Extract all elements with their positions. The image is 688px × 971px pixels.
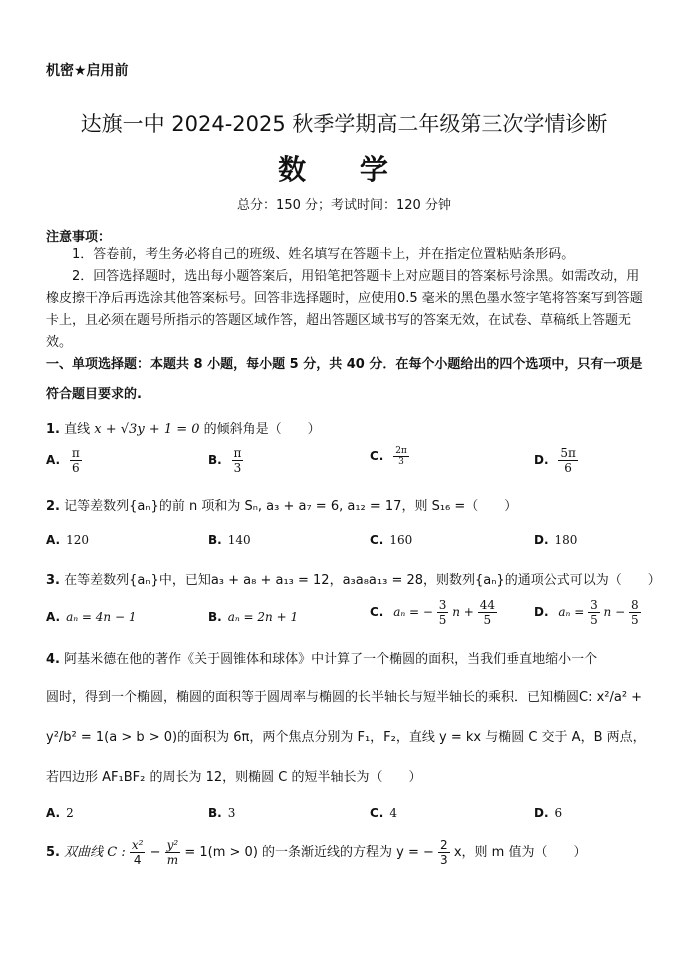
option-label: B.: [208, 806, 222, 820]
expr-part: aₙ =: [558, 605, 585, 619]
option-text: 2: [66, 806, 74, 820]
fraction: [70, 446, 82, 475]
stem-text: 记等差数列{aₙ}的前 n 项和为 Sₙ, a₃ + a₇ = 6, a₁₂ = 17，则 S₁₆ =（ ）: [64, 499, 518, 514]
expr-part: n −: [603, 605, 626, 619]
denominator: 3: [440, 853, 448, 867]
stem-text: 直线: [64, 422, 91, 437]
numerator: 44: [479, 598, 495, 612]
exam-title: 达旗一中 2024-2025 秋季学期高二年级第三次学情诊断: [80, 112, 608, 136]
option-label: D.: [534, 605, 549, 619]
option-label: A.: [46, 610, 61, 624]
question-number: 3.: [46, 573, 60, 588]
expr-part: = 1(m > 0) 的一条渐近线的方程为 y = −: [184, 845, 434, 860]
q3-option-b: [208, 610, 298, 624]
option-text: 180: [554, 533, 578, 547]
fraction: [232, 446, 244, 475]
stem-text: 在等差数列{aₙ}中，已知a₃ + a₈ + a₁₃ = 12，a₃a₈a₁₃ = 28，则数列{aₙ}的通项公式可以为（ ）: [64, 573, 661, 588]
option-label: D.: [534, 453, 549, 467]
option-label: D.: [534, 533, 549, 547]
section-heading: 一、单项选择题：本题共 8 小题，每小题 5 分，共 40 分．在每个小题给出的四个选项中，只有一项是符合题目要求的.: [46, 357, 643, 402]
question-1-stem: [46, 418, 646, 437]
denominator: 5: [438, 613, 447, 627]
option-text: 6: [554, 806, 563, 820]
question-5-stem: [46, 838, 646, 867]
question-number: 1.: [46, 422, 60, 437]
fraction: [629, 598, 641, 627]
numerator: 3: [590, 598, 598, 612]
q4-option-a: [46, 806, 74, 820]
numerator: y²: [166, 838, 179, 852]
subject-title: 数 学: [278, 153, 410, 186]
q1-option-d: [534, 446, 578, 475]
denominator: m: [166, 853, 179, 867]
q2-option-d: [534, 533, 577, 547]
expr-part: x，则 m 值为（ ）: [453, 845, 587, 860]
option-text: 4: [389, 806, 398, 820]
denominator: 5: [590, 613, 598, 627]
notes-heading: 注意事项：: [46, 230, 112, 245]
expr-part: 双曲线 C :: [64, 845, 126, 860]
q3-option-c: [370, 598, 497, 627]
numerator: 2: [440, 838, 448, 852]
denominator: 4: [133, 853, 142, 867]
q4-option-b: [208, 806, 235, 820]
fraction: [438, 838, 450, 867]
numerator: x²: [131, 838, 144, 852]
fraction: [588, 598, 600, 627]
denominator: 3: [398, 457, 404, 467]
option-label: B.: [208, 453, 222, 467]
denominator: 6: [564, 461, 572, 475]
option-label: C.: [370, 533, 384, 547]
option-label: B.: [208, 610, 222, 624]
q1-option-a: [46, 446, 82, 475]
note-item-1: 1．答卷前，考生务必将自己的班级、姓名填写在答题卡上，并在指定位置粘贴条形码。: [72, 247, 575, 262]
denominator: 3: [233, 461, 242, 475]
option-label: B.: [208, 533, 222, 547]
fraction: [130, 838, 146, 867]
option-label: C.: [370, 605, 384, 619]
q3-option-a: [46, 610, 136, 624]
question-number: 5.: [46, 845, 60, 860]
question-3-stem: [46, 569, 661, 588]
numerator: 8: [630, 598, 639, 612]
numerator: 3: [438, 598, 447, 612]
option-label: C.: [370, 449, 384, 463]
q4-option-d: [534, 806, 562, 820]
note-item-2: 2．回答选择题时，选出每小题答案后，用铅笔把答题卡上对应题目的答案标号涂黑。如需改动，用橡皮擦干净后再选涂其他答案标号。回答非选择题时，应使用0.5 毫米的黑色墨水签字笔将答案写到答题卡上，且必须在题号所指示的答题区域作答，超出答题区域书写的答案无效，在试卷、草稿纸上答题无效。: [46, 269, 643, 350]
question-number: 4.: [46, 652, 60, 667]
question-4-line-2: 圆时，得到一个椭圆，椭圆的面积等于圆周率与椭圆的长半轴长与短半轴长的乘积．已知椭圆C: x²/a² +: [46, 690, 643, 705]
q3-option-d: [534, 598, 641, 627]
numerator: π: [71, 446, 80, 460]
option-text: 160: [389, 533, 413, 547]
question-number: 2.: [46, 499, 60, 514]
stem-text: 阿基米德在他的著作《关于圆锥体和球体》中计算了一个椭圆的面积，当我们垂直地缩小一个: [64, 652, 598, 667]
question-4-line-3: y²/b² = 1(a > b > 0)的面积为 6π，两个焦点分别为 F₁，F₂，直线 y = kx 与椭圆 C 交于 A，B 两点，: [46, 730, 646, 745]
option-text: 3: [227, 806, 236, 820]
denominator: 5: [483, 613, 492, 627]
numerator: 5π: [560, 446, 576, 460]
numerator: π: [233, 446, 242, 460]
q1-option-c: [370, 446, 409, 467]
q4-option-c: [370, 806, 397, 820]
score-time-line: 总分：150 分；考试时间：120 分钟: [237, 198, 451, 213]
option-label: A.: [46, 806, 61, 820]
option-label: D.: [534, 806, 549, 820]
denominator: 5: [630, 613, 639, 627]
expr-part: −: [149, 845, 161, 860]
q2-option-c: [370, 533, 412, 547]
fraction: [437, 598, 449, 627]
fraction: [165, 838, 181, 867]
option-text: aₙ = 2n + 1: [227, 610, 299, 624]
stem-text: 的倾斜角是（ ）: [203, 422, 321, 437]
denominator: 6: [72, 461, 80, 475]
option-text: aₙ = 4n − 1: [66, 610, 137, 624]
expr-part: aₙ = −: [393, 605, 433, 619]
question-4-line-4: 若四边形 AF₁BF₂ 的周长为 12，则椭圆 C 的短半轴长为（ ）: [46, 770, 422, 785]
option-label: A.: [46, 533, 61, 547]
option-text: 140: [227, 533, 251, 547]
fraction: [478, 598, 497, 627]
q1-option-b: [208, 446, 243, 475]
numerator: 2π: [395, 446, 407, 456]
fraction: [393, 446, 409, 467]
option-label: A.: [46, 453, 61, 467]
confidential-mark: 机密★启用前: [46, 63, 129, 79]
option-text: 120: [66, 533, 89, 547]
option-label: C.: [370, 806, 384, 820]
question-4-line-1: [46, 648, 646, 667]
q2-option-a: [46, 533, 89, 547]
question-2-stem: [46, 495, 646, 514]
expr-part: n +: [452, 605, 474, 619]
fraction: [558, 446, 578, 475]
math-expression: x + √3y + 1 = 0: [94, 422, 200, 437]
q2-option-b: [208, 533, 251, 547]
